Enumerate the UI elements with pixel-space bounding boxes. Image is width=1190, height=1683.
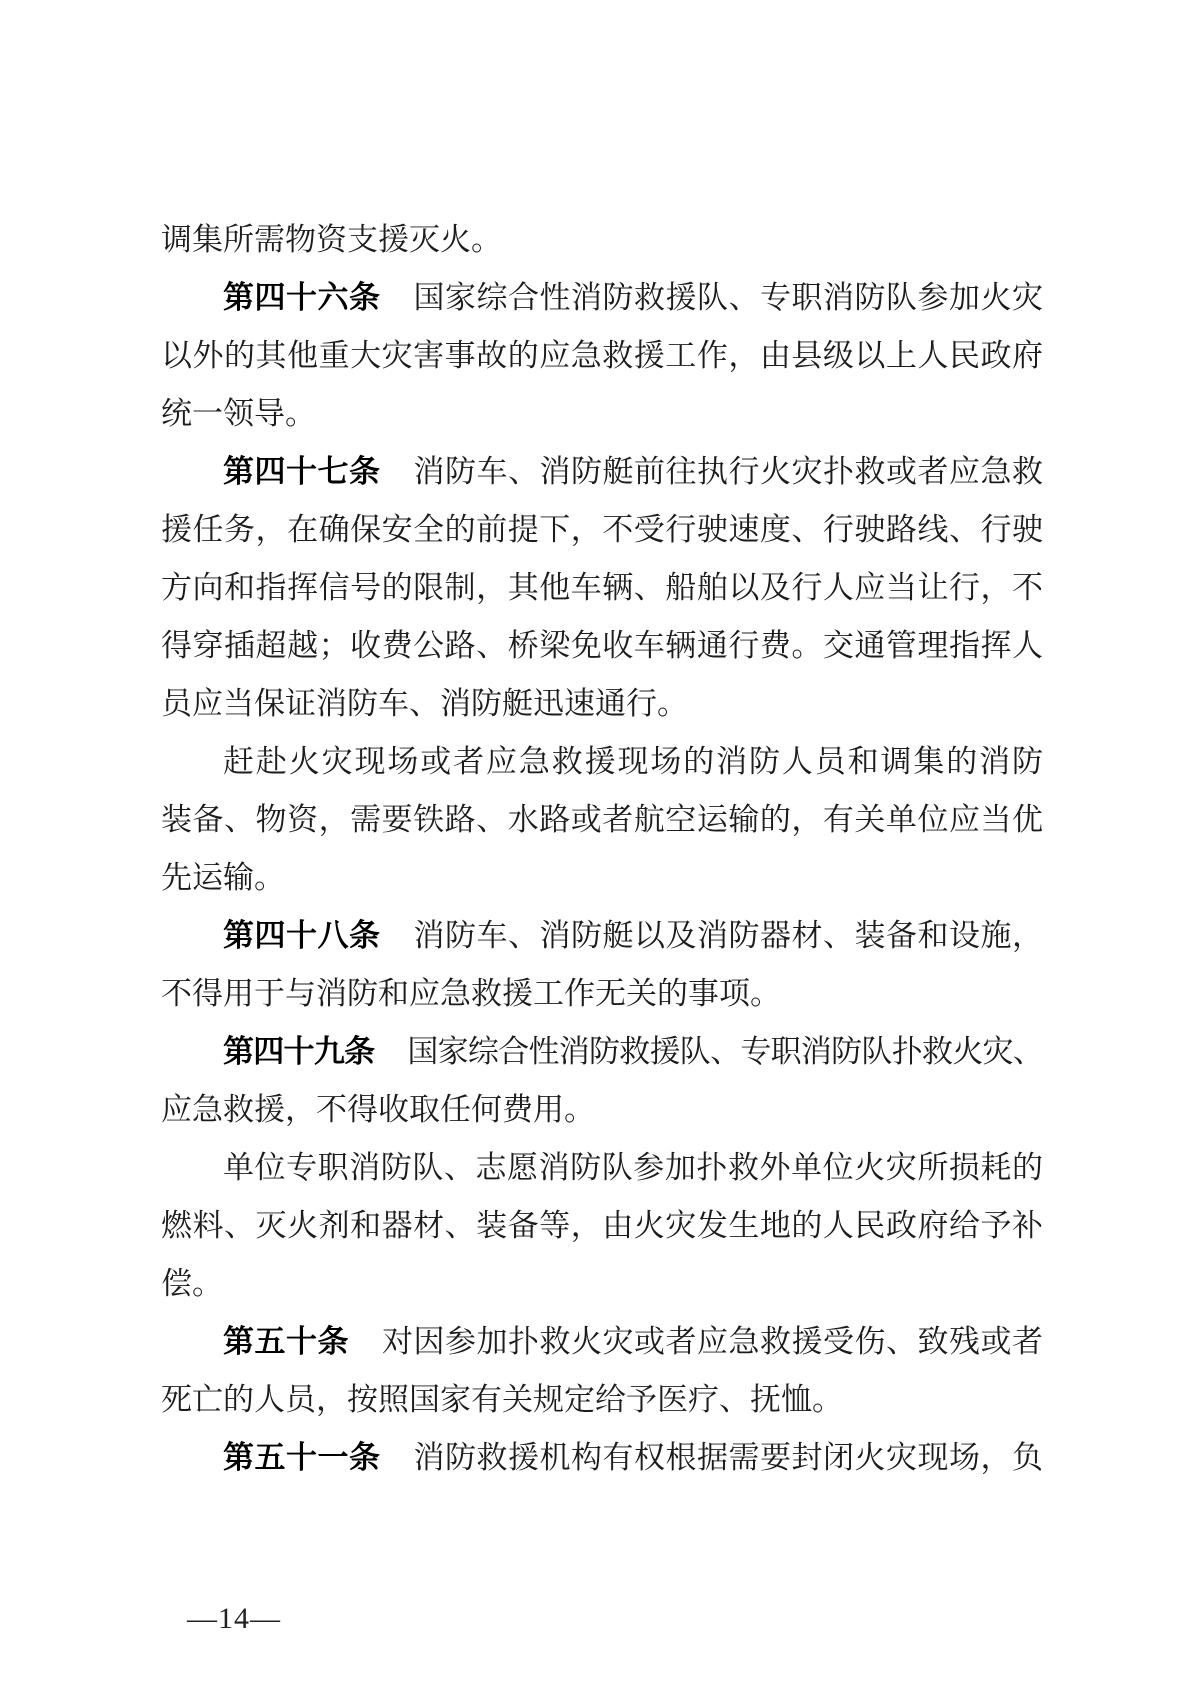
document-line — [161, 1197, 1043, 1255]
line-text: 统一领导。 — [161, 396, 316, 431]
article-number: 第五十条 — [223, 1324, 349, 1359]
line-text: 不得用于与消防和应急救援工作无关的事项。 — [161, 976, 781, 1011]
line-text: 应急救援，不得收取任何费用。 — [161, 1092, 595, 1127]
line-text: 偿。 — [161, 1266, 223, 1301]
document-line — [161, 1429, 1043, 1487]
document-body — [161, 211, 1043, 1487]
document-line — [161, 385, 1043, 443]
line-text: 国家综合性消防救援队、专职消防队扑救火灾、 — [407, 1034, 1043, 1069]
document-line — [161, 907, 1043, 965]
document-line — [161, 791, 1043, 849]
article-number: 第五十一条 — [223, 1440, 381, 1475]
document-line — [161, 1023, 1043, 1081]
document-line — [161, 1371, 1043, 1429]
document-line — [161, 849, 1043, 907]
document-line — [161, 675, 1043, 733]
document-line — [161, 443, 1043, 501]
document-line — [161, 1255, 1043, 1313]
line-text: 方向和指挥信号的限制，其他车辆、船舶以及行人应当让行，不 — [161, 570, 1043, 605]
document-line — [161, 965, 1043, 1023]
line-text: 先运输。 — [161, 860, 285, 895]
article-number: 第四十七条 — [223, 454, 381, 489]
line-text: 对因参加扑救火灾或者应急救援受伤、致残或者 — [382, 1324, 1043, 1359]
line-text: 以外的其他重大灾害事故的应急救援工作，由县级以上人民政府 — [161, 338, 1043, 373]
article-number: 第四十八条 — [223, 918, 381, 953]
line-text: 调集所需物资支援灭火。 — [161, 222, 502, 257]
line-text: 消防车、消防艇前往执行火灾扑救或者应急救 — [413, 454, 1043, 489]
document-line — [161, 501, 1043, 559]
document-line — [161, 269, 1043, 327]
line-text: 装备、物资，需要铁路、水路或者航空运输的，有关单位应当优 — [161, 802, 1043, 837]
document-line — [161, 211, 1043, 269]
page-number: —14— — [187, 1602, 281, 1635]
line-text: 消防车、消防艇以及消防器材、装备和设施， — [413, 918, 1043, 953]
line-text: 赶赴火灾现场或者应急救援现场的消防人员和调集的消防 — [223, 744, 1043, 779]
article-number: 第四十六条 — [223, 280, 381, 315]
document-line — [161, 733, 1043, 791]
line-text: 国家综合性消防救援队、专职消防队参加火灾 — [413, 280, 1043, 315]
document-line — [161, 1081, 1043, 1139]
document-line — [161, 559, 1043, 617]
line-text: 消防救援机构有权根据需要封闭火灾现场，负 — [413, 1440, 1043, 1475]
document-line — [161, 1313, 1043, 1371]
line-text: 援任务，在确保安全的前提下，不受行驶速度、行驶路线、行驶 — [161, 512, 1043, 547]
document-line — [161, 1139, 1043, 1197]
line-text: 死亡的人员，按照国家有关规定给予医疗、抚恤。 — [161, 1382, 843, 1417]
line-text: 员应当保证消防车、消防艇迅速通行。 — [161, 686, 688, 721]
document-line — [161, 327, 1043, 385]
article-number: 第四十九条 — [223, 1034, 375, 1069]
line-text: 燃料、灭火剂和器材、装备等，由火灾发生地的人民政府给予补 — [161, 1208, 1043, 1243]
line-text: 得穿插超越；收费公路、桥梁免收车辆通行费。交通管理指挥人 — [161, 628, 1043, 663]
document-line — [161, 617, 1043, 675]
line-text: 单位专职消防队、志愿消防队参加扑救外单位火灾所损耗的 — [223, 1150, 1043, 1185]
